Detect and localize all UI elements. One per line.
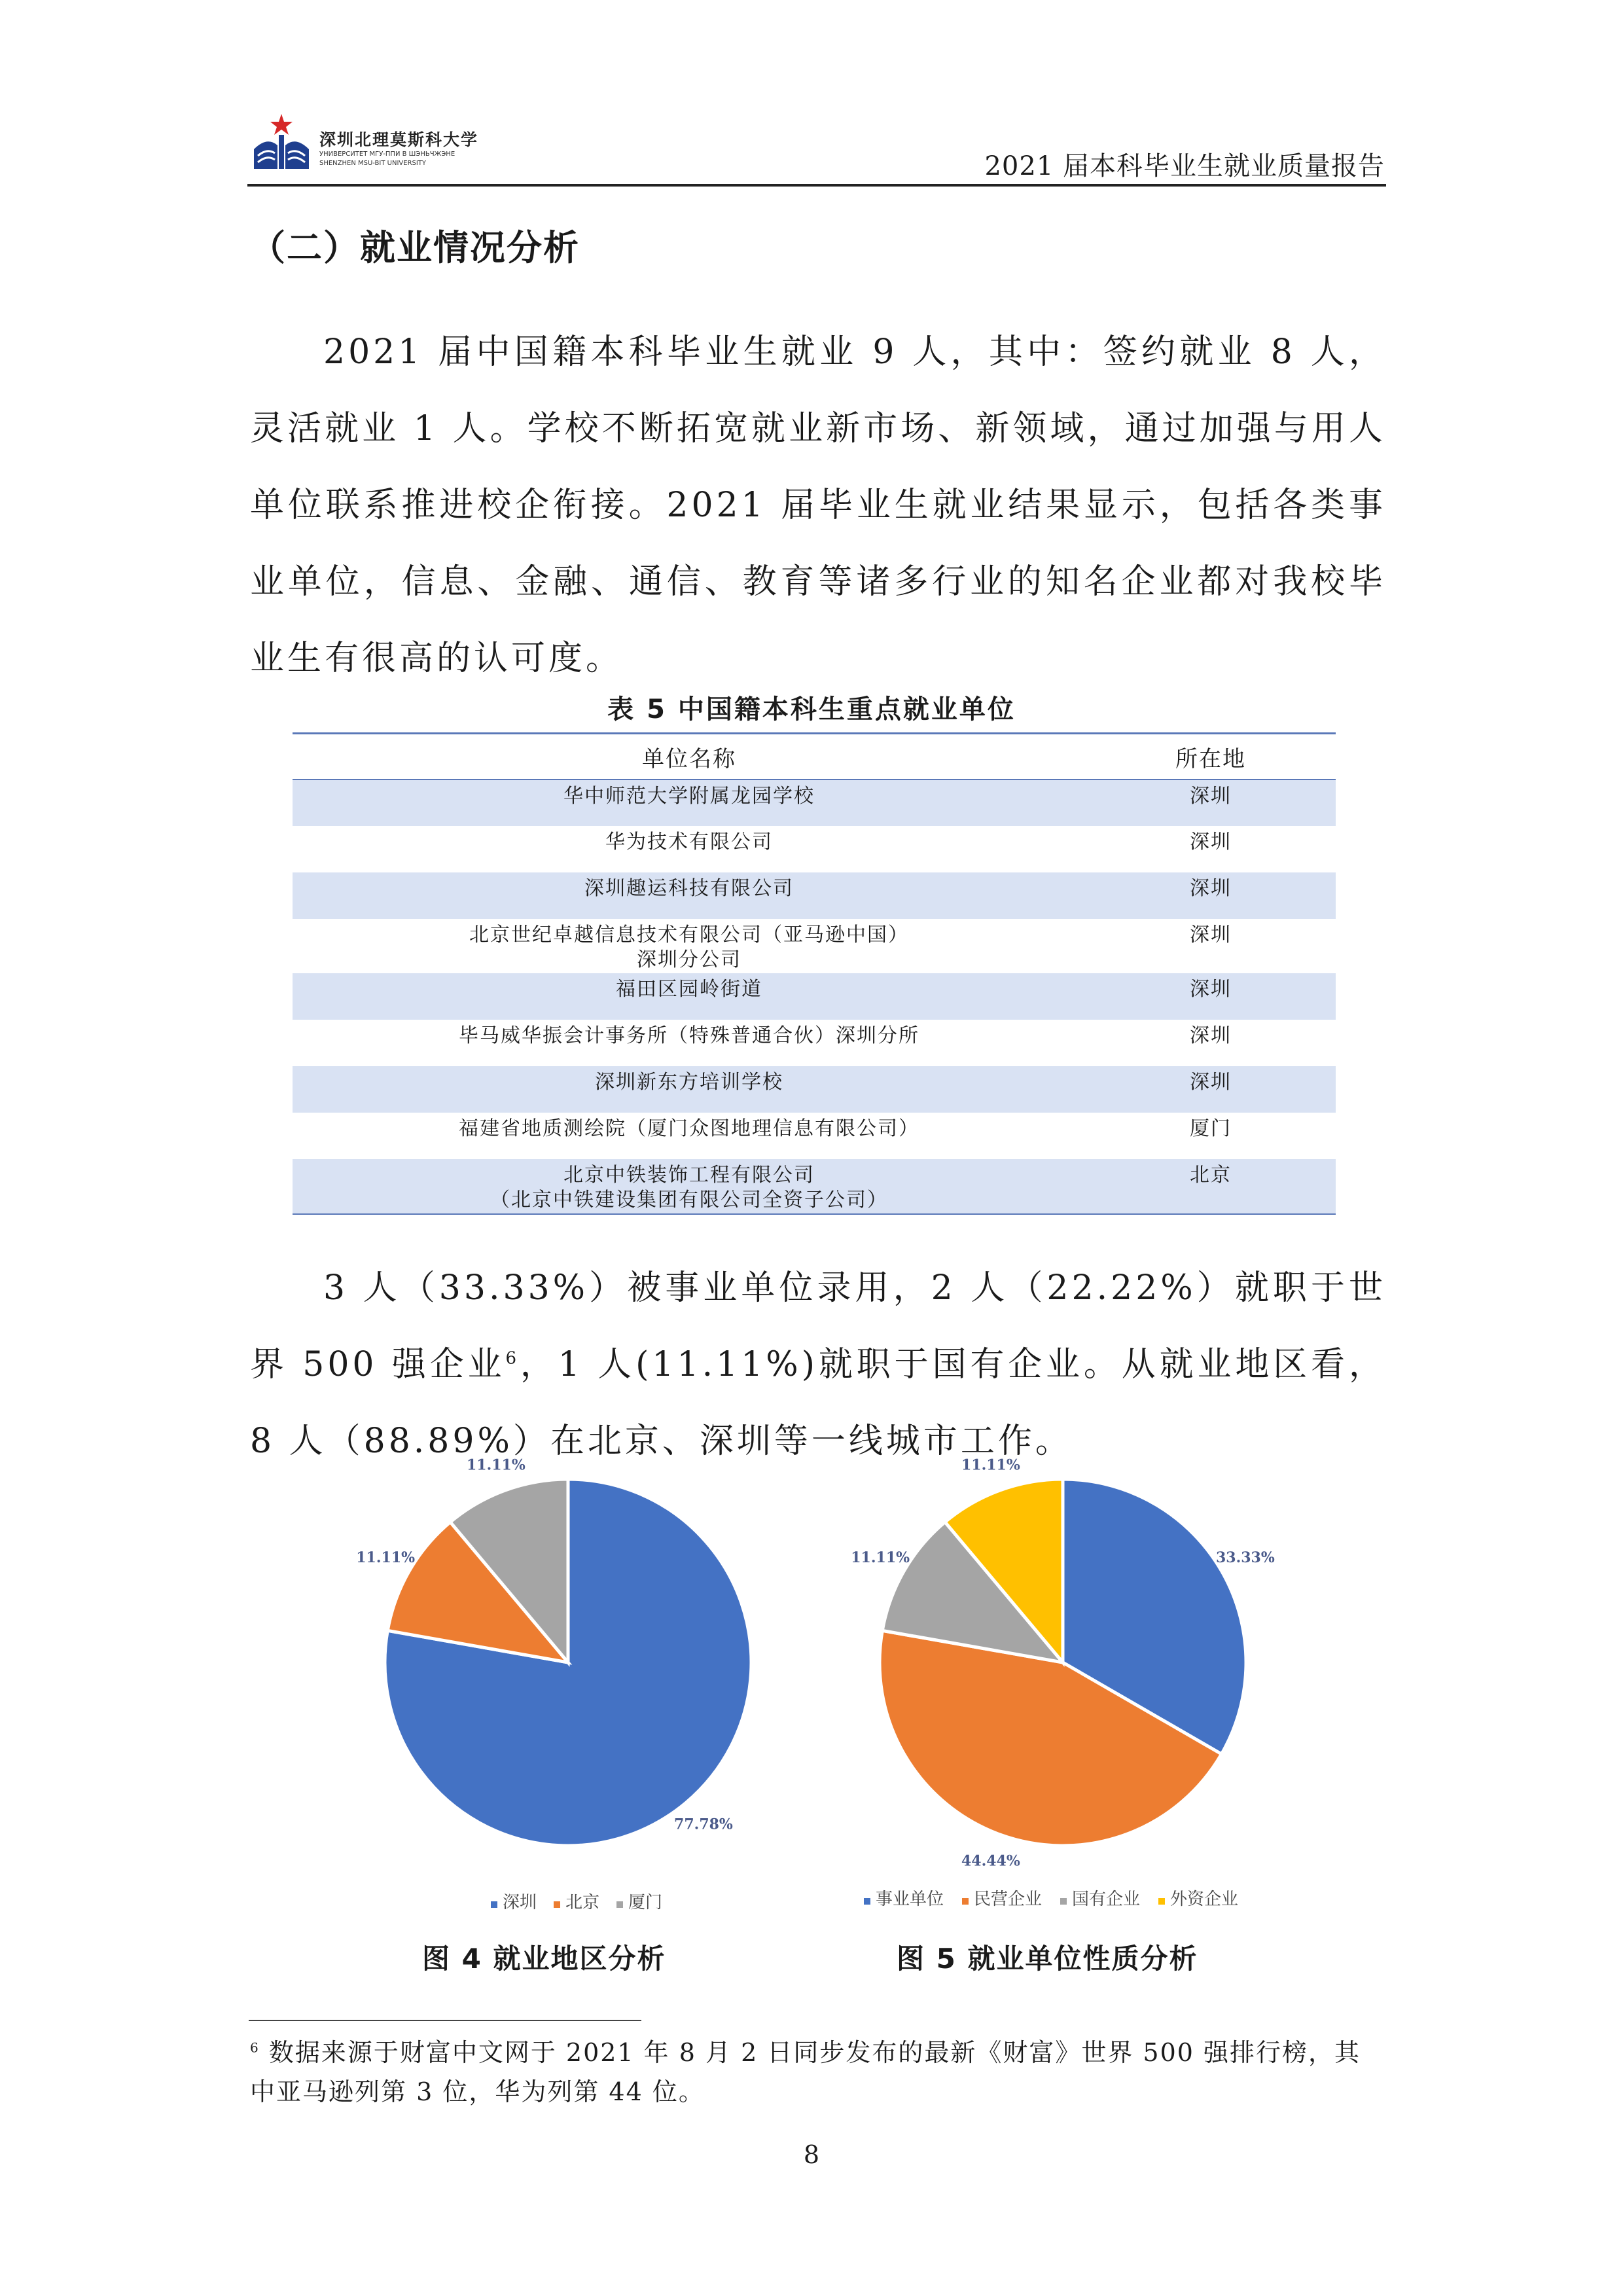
- employers-table: [293, 732, 1336, 1215]
- logo-chinese-name: 深圳北理莫斯科大学: [319, 130, 479, 149]
- footnote-mark: 6: [250, 2039, 260, 2056]
- university-logo: [249, 110, 530, 175]
- footnote: [250, 2033, 1363, 2111]
- pie-data-label: 11.11%: [851, 1549, 910, 1566]
- employer-name-cell: [293, 1066, 1086, 1113]
- table-row: [293, 1159, 1336, 1214]
- employer-name-cell: [293, 872, 1086, 919]
- table-row: [293, 919, 1336, 973]
- employer-location: 深圳: [1086, 780, 1336, 826]
- employer-location: 深圳: [1190, 831, 1232, 853]
- paragraph-employment-summary: 2021 届中国籍本科毕业生就业 9 人，其中：签约就业 8 人，灵活就业 1 人。学校不断拓宽就业新市场、新领域，通过加强与用人单位联系推进校企衔接。2021 届毕业生就业结果显示，包括各类事业单位，信息、金融、通信、教育等诸多行业的知名企业都对我校毕业生有很高的认可度。: [250, 332, 1386, 678]
- logo-emblem-icon: [249, 110, 314, 175]
- page-number: 8: [803, 2140, 820, 2169]
- legend-label: 事业单位: [876, 1890, 944, 1909]
- employer-name-cell: [293, 826, 1086, 872]
- section-heading: （二）就业情况分析: [250, 227, 580, 268]
- employer-name: 深圳新东方培训学校: [595, 1071, 783, 1094]
- employer-location: 厦门: [1190, 1117, 1232, 1140]
- footnote-divider: [249, 2020, 641, 2021]
- paragraph-text-part2: ，1 人(11.11%)就职于国有企业。从就业地区看，8 人（88.89%）在北京、深圳等一线城市工作。: [250, 1345, 1386, 1461]
- header-divider: [247, 184, 1386, 187]
- legend-label: 国有企业: [1072, 1890, 1141, 1909]
- legend-swatch: [864, 1898, 870, 1905]
- legend-swatch: [554, 1901, 560, 1908]
- employer-name-cell: [293, 1020, 1086, 1066]
- table-row: [293, 872, 1336, 919]
- table-row: [293, 780, 1336, 826]
- employer-name: 华为技术有限公司: [605, 831, 773, 853]
- employer-name: 北京中铁装饰工程有限公司: [563, 1164, 815, 1187]
- footnote-reference: 6: [505, 1348, 520, 1369]
- legend-swatch: [491, 1901, 497, 1908]
- paragraph-text-part1: 3 人（33.33%）被事业单位录用，2 人（22.22%）就职于世界 500 强企业: [250, 1268, 1386, 1384]
- table-caption: 表 5 中国籍本科生重点就业单位: [607, 694, 1016, 725]
- table-row: [293, 826, 1336, 872]
- employer-name-cell: [293, 919, 1086, 973]
- column-header-location: 所在地: [1086, 734, 1336, 780]
- legend-label: 外资企业: [1170, 1890, 1239, 1909]
- region-pie-chart: [308, 1456, 818, 1931]
- table-row: [293, 973, 1336, 1020]
- legend-swatch: [962, 1898, 969, 1905]
- table-header-row: [293, 734, 1336, 780]
- employer-location: 深圳: [1086, 973, 1336, 1020]
- legend-label: 厦门: [628, 1893, 663, 1912]
- employer-name-line2: 深圳分公司: [637, 948, 741, 971]
- footnote-text: 数据来源于财富中文网于 2021 年 8 月 2 日同步发布的最新《财富》世界 500 强排行榜，其中亚马逊列第 3 位，华为列第 44 位。: [250, 2038, 1361, 2106]
- legend-label: 深圳: [503, 1893, 537, 1912]
- legend-swatch: [616, 1901, 623, 1908]
- table-row: [293, 1113, 1336, 1159]
- table-body: [293, 780, 1336, 1214]
- pie-data-label: 33.33%: [1215, 1549, 1275, 1566]
- employer-name-cell: [293, 973, 1086, 1020]
- column-header-name: 单位名称: [293, 734, 1086, 780]
- employer-location: 深圳: [1086, 1066, 1336, 1113]
- employer-name-cell: [293, 780, 1086, 826]
- figure-4-caption: 图 4 就业地区分析: [422, 1943, 666, 1975]
- table-row: [293, 1020, 1336, 1066]
- employer-location: 北京: [1086, 1159, 1336, 1214]
- employer-name: 福田区园岭街道: [616, 978, 762, 1001]
- employer-location: 深圳: [1190, 1024, 1232, 1047]
- legend-label: 民营企业: [974, 1890, 1043, 1909]
- employer-name: 深圳趣运科技有限公司: [584, 877, 794, 900]
- employer-name: 福建省地质测绘院（厦门众图地理信息有限公司）: [459, 1117, 919, 1140]
- employer-name-cell: [293, 1159, 1086, 1214]
- legend-swatch: [1158, 1898, 1165, 1905]
- employer-name: 毕马威华振会计事务所（特殊普通合伙）深圳分所: [459, 1024, 919, 1047]
- pie-data-label: 11.11%: [466, 1456, 526, 1474]
- pie-data-label: 44.44%: [961, 1852, 1020, 1870]
- employer-name-line2: （北京中铁建设集团有限公司全资子公司）: [490, 1189, 888, 1211]
- employer-name-cell: [293, 1113, 1086, 1159]
- pie-data-label: 77.78%: [674, 1816, 733, 1833]
- legend-swatch: [1060, 1898, 1067, 1905]
- pie-data-label: 11.11%: [356, 1549, 416, 1566]
- logo-english-name: SHENZHEN MSU-BIT UNIVERSITY: [319, 160, 427, 167]
- report-title: 2021 届本科毕业生就业质量报告: [984, 151, 1385, 181]
- employer-name: 华中师范大学附属龙园学校: [563, 785, 815, 808]
- logo-russian-name: УНИВЕРСИТЕТ МГУ-ППИ В ШЭНЬЧЖЭНЕ: [319, 151, 455, 158]
- pie-data-label: 11.11%: [961, 1456, 1020, 1474]
- table-row: [293, 1066, 1336, 1113]
- employer-type-pie-chart: [812, 1456, 1335, 1931]
- legend-label: 北京: [565, 1893, 600, 1912]
- employer-location: 深圳: [1086, 872, 1336, 919]
- figure-5-caption: 图 5 就业单位性质分析: [897, 1943, 1198, 1975]
- employer-location: 深圳: [1190, 924, 1232, 946]
- employer-name: 北京世纪卓越信息技术有限公司（亚马逊中国）: [469, 924, 909, 946]
- paragraph-employment-breakdown: [250, 1250, 1386, 1480]
